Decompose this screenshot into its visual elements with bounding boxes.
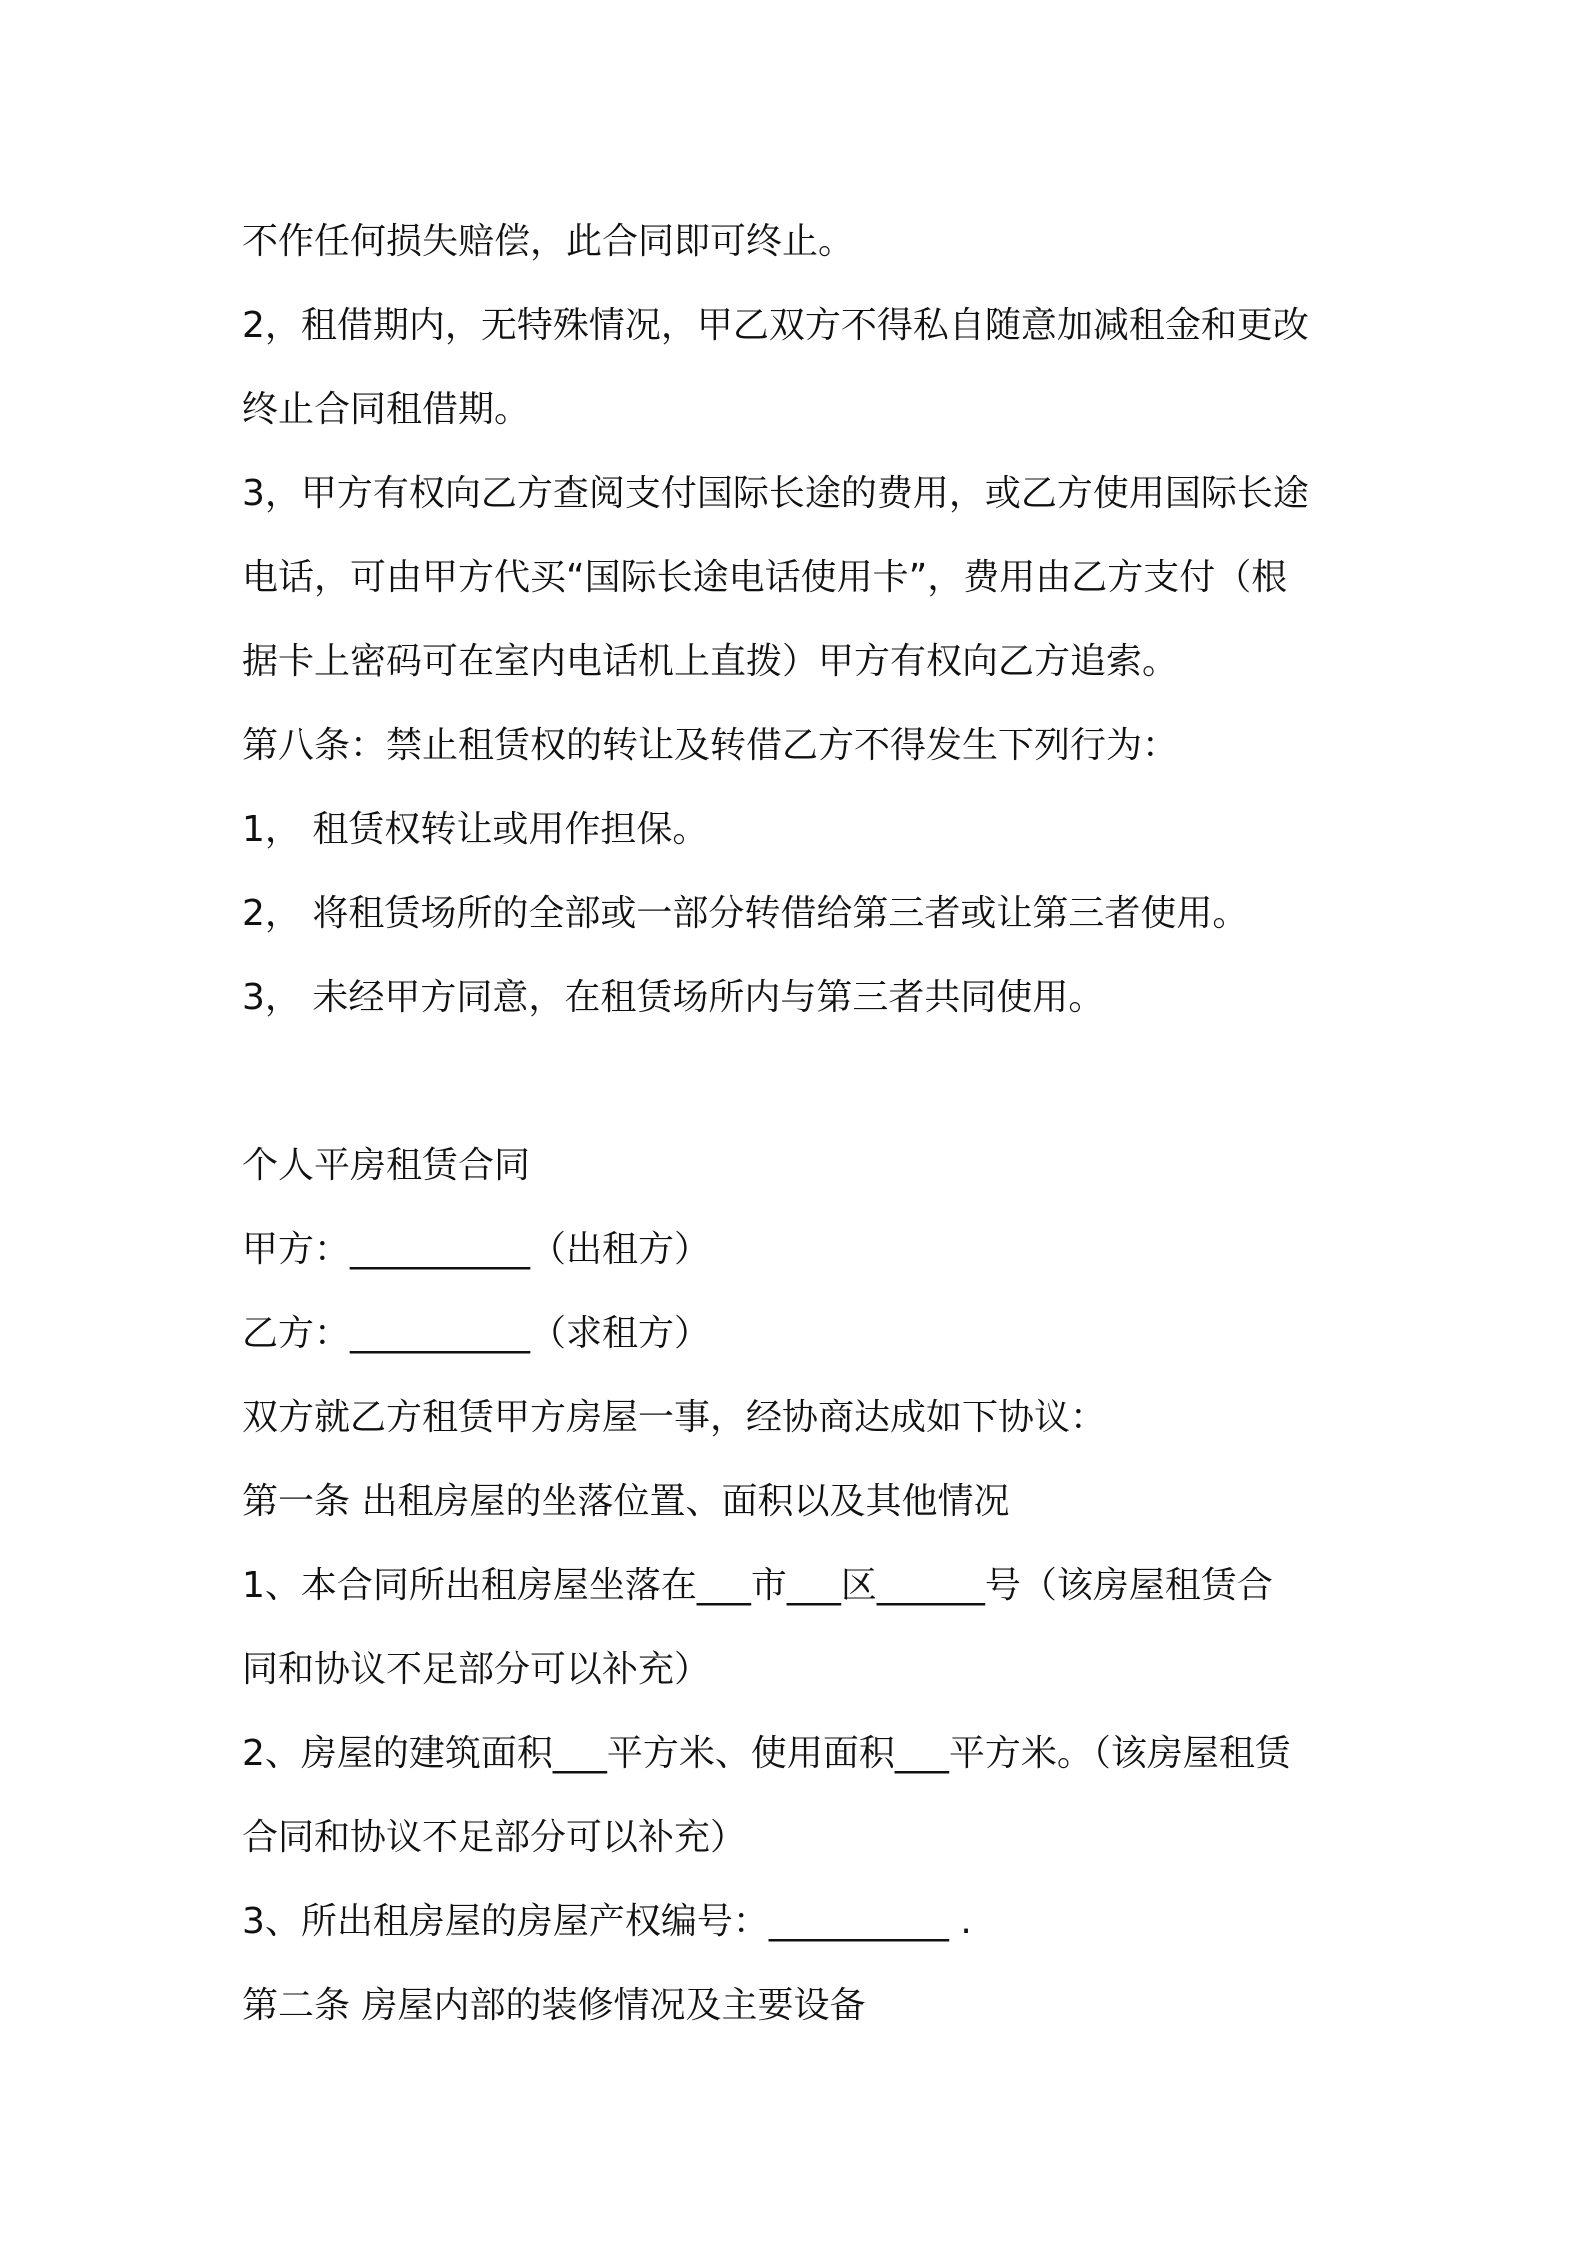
paragraph-line: 2、房屋的建筑面积___平方米、使用面积___平方米。（该房屋租赁 [242, 1733, 1291, 1774]
article-heading: 第一条 出租房屋的坐落位置、面积以及其他情况 [242, 1481, 1010, 1522]
paragraph-line: 1、本合同所出租房屋坐落在___市___区______号（该房屋租赁合 [242, 1565, 1273, 1606]
party-a-line: 甲方：__________（出租方） [242, 1229, 711, 1270]
list-item: 2， 将租赁场所的全部或一部分转借给第三者或让第三者使用。 [242, 893, 1249, 934]
article-heading: 第八条：禁止租赁权的转让及转借乙方不得发生下列行为： [242, 725, 1179, 766]
paragraph-line: 终止合同租借期。 [242, 389, 531, 430]
list-item: 3， 未经甲方同意，在租赁场所内与第三者共同使用。 [242, 977, 1105, 1018]
paragraph-line: 电话，可由甲方代买“国际长途电话使用卡”，费用由乙方支付（根 [242, 557, 1288, 598]
paragraph-line: 据卡上密码可在室内电话机上直拨）甲方有权向乙方追索。 [242, 641, 1179, 682]
paragraph-line: 3、所出租房屋的房屋产权编号：__________ . [242, 1901, 972, 1942]
contract-title: 个人平房租赁合同 [242, 1145, 531, 1186]
paragraph-line: 3，甲方有权向乙方查阅支付国际长途的费用，或乙方使用国际长途 [242, 473, 1309, 514]
section-spacer [242, 1040, 1372, 1124]
paragraph-line: 同和协议不足部分可以补充） [242, 1649, 711, 1690]
party-b-line: 乙方：__________（求租方） [242, 1313, 711, 1354]
paragraph-line: 双方就乙方租赁甲方房屋一事，经协商达成如下协议： [242, 1397, 1107, 1438]
list-item: 1， 租赁权转让或用作担保。 [242, 809, 709, 850]
document-body [242, 200, 1372, 2048]
paragraph-line: 2，租借期内，无特殊情况，甲乙双方不得私自随意加减租金和更改 [242, 305, 1309, 346]
paragraph-line: 不作任何损失赔偿，此合同即可终止。 [242, 221, 855, 262]
article-heading: 第二条 房屋内部的装修情况及主要设备 [242, 1985, 866, 2026]
paragraph-line: 合同和协议不足部分可以补充） [242, 1817, 747, 1858]
